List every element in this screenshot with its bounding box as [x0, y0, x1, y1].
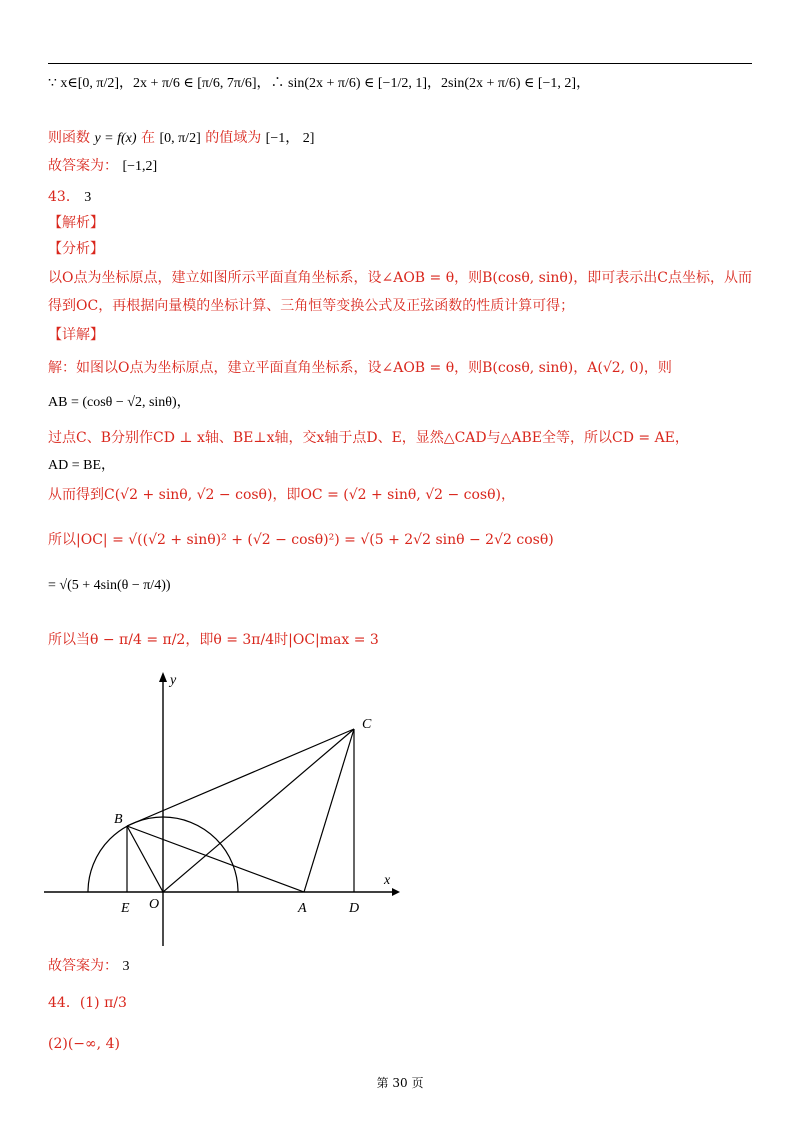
geometry-figure — [44, 668, 404, 950]
question-43-answer: 3 — [84, 190, 92, 205]
analysis-line-2: 得到OC，再根据向量模的坐标计算、三角恒等变换公式及正弦函数的性质计算可得； — [48, 298, 575, 314]
range-prefix: 则函数 — [48, 130, 90, 146]
segment-ac — [304, 729, 354, 892]
label-x: x — [384, 873, 391, 888]
answer-42 — [48, 156, 157, 177]
question-43-number: 43． — [48, 189, 80, 205]
detail-line-perpendiculars: 过点C、B分别作CD ⊥ x轴、BE⊥x轴，交x轴于点D、E，显然△CAD与△ABE全等，所以CD = AE， — [48, 430, 689, 446]
answer-43 — [48, 956, 129, 977]
answer-43-value: 3 — [122, 959, 130, 974]
section-xiangjie: 【详解】 — [48, 327, 104, 343]
section-fenxi: 【分析】 — [48, 241, 104, 257]
detail-line-c-coord: 从而得到C(√2 + sinθ, √2 − cosθ)，即OC = (√2 + sinθ, √2 − cosθ)， — [48, 487, 515, 503]
x-axis-arrow — [392, 888, 400, 896]
segment-bo — [127, 826, 163, 892]
range-interval: [0, π/2] — [159, 131, 201, 146]
label-b: B — [114, 812, 123, 827]
range-suffix: 的值域为 — [205, 130, 262, 146]
detail-line-ad-be: AD = BE， — [48, 458, 116, 473]
label-o: O — [149, 897, 160, 912]
header-rule — [48, 63, 752, 64]
question-44-part-2: (2)(−∞, 4) — [48, 1036, 120, 1052]
range-value: [−1， 2] — [265, 131, 315, 146]
answer-42-prefix: 故答案为： — [48, 158, 118, 174]
page-number: 第 30 页 — [376, 1076, 424, 1090]
label-a: A — [298, 901, 307, 916]
range-function: y = f(x) — [94, 131, 137, 146]
question-44-part-1: 44．(1) π/3 — [48, 995, 127, 1011]
label-c: C — [362, 717, 372, 732]
label-d: D — [349, 901, 360, 916]
y-axis-arrow — [159, 672, 167, 682]
question-43-heading — [48, 187, 91, 208]
detail-line-ab-vector: AB = (cosθ − √2, sinθ)， — [48, 395, 191, 410]
detail-line-simplified: = √(5 + 4sin(θ − π/4)) — [48, 578, 171, 593]
solution-line-domain: ∵ x∈[0, π/2]，2x + π/6 ∈ [π/6, 7π/6]，∴ sin(2x + π/6) ∈ [−1/2, 1]，2sin(2x + π/6) ∈ [−1, 2]， — [48, 76, 591, 91]
detail-line-modulus: 所以|OC| = √((√2 + sinθ)² + (√2 − cosθ)²) = √(5 + 2√2 sinθ − 2√2 cosθ) — [48, 532, 554, 548]
detail-line-1: 解：如图以O点为坐标原点，建立平面直角坐标系，设∠AOB = θ，则B(cosθ, sinθ)，A(√2, 0)，则 — [48, 360, 672, 376]
answer-42-value: [−1,2] — [122, 159, 158, 174]
range-mid: 在 — [141, 130, 155, 146]
segment-oc — [163, 729, 354, 892]
analysis-line-1: 以O点为坐标原点，建立如图所示平面直角坐标系，设∠AOB = θ，则B(cosθ, sinθ)，即可表示出C点坐标，从而 — [48, 270, 752, 286]
section-jiexi: 【解析】 — [48, 215, 104, 231]
segment-bc — [127, 729, 354, 826]
label-e: E — [121, 901, 130, 916]
label-y: y — [170, 673, 177, 688]
answer-43-prefix: 故答案为： — [48, 958, 118, 974]
solution-line-range — [48, 128, 314, 149]
segment-ba — [127, 826, 304, 892]
detail-line-max: 所以当θ − π/4 = π/2，即θ = 3π/4时|OC|max = 3 — [48, 632, 379, 648]
